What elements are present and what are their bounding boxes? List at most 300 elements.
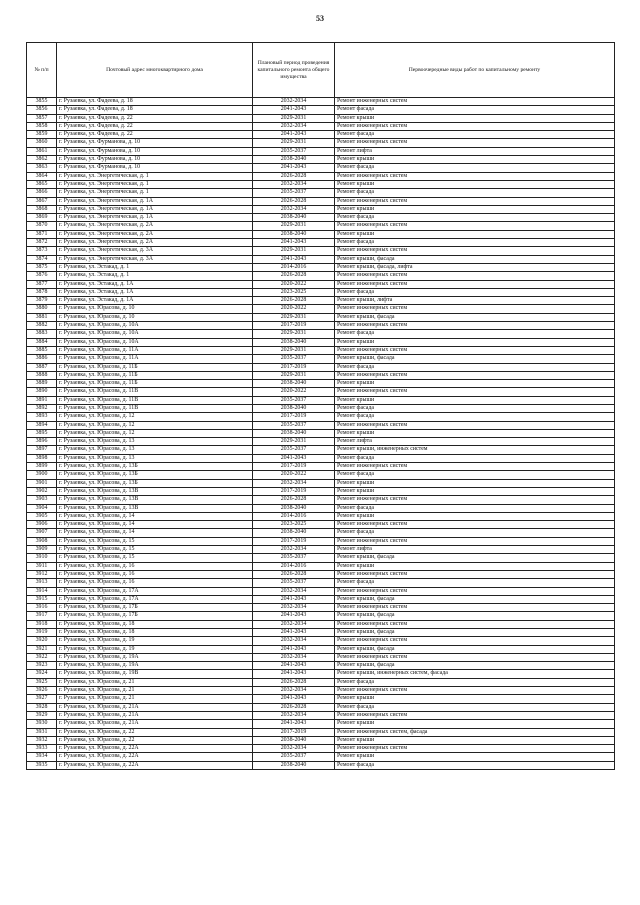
cell-address: г. Рузаевка, ул. Юрасова, д. 21А [57, 711, 253, 719]
cell-period: 2038-2040 [253, 529, 335, 537]
cell-period: 2032-2034 [253, 653, 335, 661]
table-row [27, 595, 615, 603]
cell-period: 2029-2031 [253, 222, 335, 230]
cell-period: 2017-2019 [253, 487, 335, 495]
cell-period: 2032-2034 [253, 637, 335, 645]
cell-number: 3901 [27, 479, 57, 487]
table-row [27, 122, 615, 130]
cell-number: 3927 [27, 695, 57, 703]
cell-address: г. Рузаевка, ул. Юрасова, д. 16 [57, 579, 253, 587]
cell-number: 3890 [27, 388, 57, 396]
cell-address: г. Рузаевка, ул. Юрасова, д. 21А [57, 703, 253, 711]
cell-number: 3909 [27, 546, 57, 554]
cell-address: г. Рузаевка, ул. Юрасова, д. 17А [57, 587, 253, 595]
cell-address: г. Рузаевка, ул. Юрасова, д. 21 [57, 687, 253, 695]
cell-number: 3926 [27, 687, 57, 695]
cell-number: 3906 [27, 521, 57, 529]
cell-address: г. Рузаевка, ул. Энергетическая, д. 3А [57, 247, 253, 255]
cell-address: г. Рузаевка, ул. Юрасова, д. 14 [57, 521, 253, 529]
cell-number: 3860 [27, 139, 57, 147]
cell-number: 3917 [27, 612, 57, 620]
cell-period: 2026-2028 [253, 172, 335, 180]
cell-number: 3915 [27, 595, 57, 603]
cell-number: 3910 [27, 554, 57, 562]
cell-period: 2029-2031 [253, 346, 335, 354]
cell-period: 2035-2037 [253, 579, 335, 587]
cell-period: 2026-2028 [253, 570, 335, 578]
table-row [27, 421, 615, 429]
table-row [27, 239, 615, 247]
table-row [27, 703, 615, 711]
table-row [27, 355, 615, 363]
cell-period: 2032-2034 [253, 687, 335, 695]
cell-address: г. Рузаевка, ул. Эстакад, д. 1А [57, 288, 253, 296]
cell-period: 2038-2040 [253, 404, 335, 412]
table-row [27, 222, 615, 230]
cell-period: 2035-2037 [253, 355, 335, 363]
cell-period: 2035-2037 [253, 189, 335, 197]
cell-number: 3893 [27, 413, 57, 421]
table-body [27, 98, 615, 770]
cell-period: 2017-2019 [253, 463, 335, 471]
cell-number: 3932 [27, 736, 57, 744]
table-row [27, 363, 615, 371]
cell-period: 2038-2040 [253, 230, 335, 238]
table-row [27, 205, 615, 213]
cell-address: г. Рузаевка, ул. Эстакад, д. 1А [57, 280, 253, 288]
cell-address: г. Рузаевка, ул. Фадеева, д. 22 [57, 131, 253, 139]
cell-period: 2041-2043 [253, 106, 335, 114]
cell-period: 2020-2022 [253, 280, 335, 288]
cell-period: 2038-2040 [253, 504, 335, 512]
cell-address: г. Рузаевка, ул. Энергетическая, д. 1А [57, 214, 253, 222]
cell-works: Ремонт фасада [335, 106, 615, 114]
cell-works: Ремонт фасада [335, 189, 615, 197]
cell-period: 2035-2037 [253, 446, 335, 454]
cell-period: 2038-2040 [253, 761, 335, 769]
cell-number: 3898 [27, 454, 57, 462]
cell-number: 3856 [27, 106, 57, 114]
cell-address: г. Рузаевка, ул. Юрасова, д. 22А [57, 745, 253, 753]
cell-works: Ремонт крыши [335, 156, 615, 164]
cell-period: 2017-2019 [253, 537, 335, 545]
cell-works: Ремонт крыши [335, 487, 615, 495]
cell-works: Ремонт инженерных систем [335, 570, 615, 578]
cell-number: 3912 [27, 570, 57, 578]
cell-number: 3924 [27, 670, 57, 678]
cell-period: 2014-2016 [253, 562, 335, 570]
cell-works: Ремонт инженерных систем [335, 280, 615, 288]
cell-works: Ремонт крыши [335, 562, 615, 570]
cell-works: Ремонт крыши, фасада [335, 255, 615, 263]
cell-address: г. Рузаевка, ул. Фадеева, д. 18 [57, 98, 253, 106]
cell-period: 2041-2043 [253, 164, 335, 172]
cell-address: г. Рузаевка, ул. Фурманова, д. 10 [57, 156, 253, 164]
cell-works: Ремонт фасада [335, 131, 615, 139]
table-row [27, 156, 615, 164]
cell-works: Ремонт крыши [335, 380, 615, 388]
cell-works: Ремонт крыши, инженерных систем, фасада [335, 670, 615, 678]
cell-period: 2023-2025 [253, 288, 335, 296]
cell-address: г. Рузаевка, ул. Фадеева, д. 22 [57, 122, 253, 130]
cell-number: 3886 [27, 355, 57, 363]
table-row [27, 761, 615, 769]
table-row [27, 114, 615, 122]
cell-address: г. Рузаевка, ул. Юрасова, д. 14 [57, 512, 253, 520]
cell-number: 3866 [27, 189, 57, 197]
table-row [27, 263, 615, 271]
cell-address: г. Рузаевка, ул. Юрасова, д. 12 [57, 429, 253, 437]
cell-period: 2020-2022 [253, 305, 335, 313]
cell-period: 2035-2037 [253, 554, 335, 562]
cell-address: г. Рузаевка, ул. Юрасова, д. 21 [57, 695, 253, 703]
cell-number: 3896 [27, 438, 57, 446]
cell-address: г. Рузаевка, ул. Юрасова, д. 18 [57, 629, 253, 637]
cell-period: 2038-2040 [253, 156, 335, 164]
table-row [27, 678, 615, 686]
cell-address: г. Рузаевка, ул. Юрасова, д. 10А [57, 330, 253, 338]
table-row [27, 620, 615, 628]
cell-number: 3914 [27, 587, 57, 595]
table-row [27, 380, 615, 388]
cell-number: 3888 [27, 371, 57, 379]
cell-address: г. Рузаевка, ул. Энергетическая, д. 1 [57, 172, 253, 180]
cell-number: 3882 [27, 322, 57, 330]
cell-period: 2029-2031 [253, 330, 335, 338]
cell-works: Ремонт инженерных систем [335, 604, 615, 612]
cell-works: Ремонт инженерных систем [335, 122, 615, 130]
cell-address: г. Рузаевка, ул. Юрасова, д. 16 [57, 570, 253, 578]
cell-period: 2041-2043 [253, 595, 335, 603]
table-row [27, 546, 615, 554]
cell-number: 3894 [27, 421, 57, 429]
cell-number: 3871 [27, 230, 57, 238]
cell-number: 3908 [27, 537, 57, 545]
table-row [27, 280, 615, 288]
table-row [27, 438, 615, 446]
cell-works: Ремонт крыши, фасада, лифта [335, 263, 615, 271]
cell-address: г. Рузаевка, ул. Фадеева, д. 18 [57, 106, 253, 114]
table-row [27, 255, 615, 263]
cell-number: 3878 [27, 288, 57, 296]
cell-works: Ремонт крыши [335, 720, 615, 728]
cell-address: г. Рузаевка, ул. Юрасова, д. 11Б [57, 363, 253, 371]
cell-address: г. Рузаевка, ул. Фурманова, д. 10 [57, 164, 253, 172]
cell-address: г. Рузаевка, ул. Юрасова, д. 15 [57, 546, 253, 554]
cell-period: 2041-2043 [253, 670, 335, 678]
table-row [27, 446, 615, 454]
cell-address: г. Рузаевка, ул. Юрасова, д. 16 [57, 562, 253, 570]
table-row [27, 479, 615, 487]
cell-address: г. Рузаевка, ул. Эстакад, д. 1 [57, 263, 253, 271]
cell-works: Ремонт инженерных систем [335, 587, 615, 595]
cell-address: г. Рузаевка, ул. Юрасова, д. 10 [57, 305, 253, 313]
table-row [27, 388, 615, 396]
cell-period: 2026-2028 [253, 197, 335, 205]
cell-address: г. Рузаевка, ул. Юрасова, д. 11В [57, 396, 253, 404]
cell-number: 3921 [27, 645, 57, 653]
cell-address: г. Рузаевка, ул. Энергетическая, д. 1А [57, 197, 253, 205]
cell-address: г. Рузаевка, ул. Юрасова, д. 22 [57, 728, 253, 736]
cell-number: 3929 [27, 711, 57, 719]
cell-works: Ремонт лифта [335, 546, 615, 554]
table-row [27, 131, 615, 139]
cell-works: Ремонт инженерных систем [335, 139, 615, 147]
cell-address: г. Рузаевка, ул. Юрасова, д. 11А [57, 346, 253, 354]
table-row [27, 139, 615, 147]
cell-period: 2032-2034 [253, 745, 335, 753]
header-works: Первоочередные виды работ по капитальному ремонту [335, 43, 615, 98]
cell-address: г. Рузаевка, ул. Юрасова, д. 13В [57, 496, 253, 504]
cell-works: Ремонт фасада [335, 529, 615, 537]
cell-number: 3885 [27, 346, 57, 354]
cell-period: 2041-2043 [253, 239, 335, 247]
cell-number: 3891 [27, 396, 57, 404]
cell-number: 3880 [27, 305, 57, 313]
table-row [27, 612, 615, 620]
cell-address: г. Рузаевка, ул. Юрасова, д. 19 [57, 645, 253, 653]
cell-period: 2041-2043 [253, 645, 335, 653]
cell-period: 2026-2028 [253, 703, 335, 711]
table-row [27, 322, 615, 330]
cell-period: 2026-2028 [253, 678, 335, 686]
cell-address: г. Рузаевка, ул. Юрасова, д. 10А [57, 322, 253, 330]
cell-period: 2029-2031 [253, 313, 335, 321]
cell-works: Ремонт фасада [335, 214, 615, 222]
table-row [27, 147, 615, 155]
cell-number: 3864 [27, 172, 57, 180]
cell-number: 3922 [27, 653, 57, 661]
table-row [27, 579, 615, 587]
cell-works: Ремонт инженерных систем [335, 496, 615, 504]
table-row [27, 604, 615, 612]
cell-number: 3925 [27, 678, 57, 686]
cell-address: г. Рузаевка, ул. Эстакад, д. 1 [57, 272, 253, 280]
cell-address: г. Рузаевка, ул. Юрасова, д. 10 [57, 313, 253, 321]
cell-works: Ремонт инженерных систем [335, 620, 615, 628]
table-row [27, 172, 615, 180]
cell-number: 3874 [27, 255, 57, 263]
cell-works: Ремонт инженерных систем [335, 322, 615, 330]
page-number: 53 [316, 14, 324, 23]
cell-period: 2026-2028 [253, 272, 335, 280]
cell-works: Ремонт крыши [335, 114, 615, 122]
table-row [27, 521, 615, 529]
cell-address: г. Рузаевка, ул. Юрасова, д. 17Б [57, 604, 253, 612]
table-row [27, 728, 615, 736]
cell-works: Ремонт фасада [335, 504, 615, 512]
table-row [27, 463, 615, 471]
cell-works: Ремонт крыши, лифта [335, 297, 615, 305]
cell-period: 2032-2034 [253, 180, 335, 188]
table-row [27, 272, 615, 280]
table-row [27, 736, 615, 744]
table-row [27, 587, 615, 595]
cell-address: г. Рузаевка, ул. Юрасова, д. 13Б [57, 479, 253, 487]
cell-address: г. Рузаевка, ул. Юрасова, д. 22 [57, 736, 253, 744]
cell-works: Ремонт крыши, фасада [335, 554, 615, 562]
table-row [27, 197, 615, 205]
cell-works: Ремонт инженерных систем [335, 687, 615, 695]
cell-number: 3905 [27, 512, 57, 520]
cell-works: Ремонт фасада [335, 413, 615, 421]
cell-number: 3895 [27, 429, 57, 437]
cell-address: г. Рузаевка, ул. Юрасова, д. 22А [57, 761, 253, 769]
cell-works: Ремонт фасада [335, 363, 615, 371]
cell-address: г. Рузаевка, ул. Юрасова, д. 13 [57, 446, 253, 454]
cell-period: 2029-2031 [253, 438, 335, 446]
cell-number: 3858 [27, 122, 57, 130]
cell-address: г. Рузаевка, ул. Юрасова, д. 11А [57, 355, 253, 363]
cell-address: г. Рузаевка, ул. Юрасова, д. 18 [57, 620, 253, 628]
cell-period: 2038-2040 [253, 380, 335, 388]
cell-address: г. Рузаевка, ул. Энергетическая, д. 3А [57, 255, 253, 263]
table-row [27, 645, 615, 653]
cell-period: 2029-2031 [253, 139, 335, 147]
table-row [27, 346, 615, 354]
cell-address: г. Рузаевка, ул. Юрасова, д. 15 [57, 537, 253, 545]
table-row [27, 98, 615, 106]
cell-period: 2029-2031 [253, 114, 335, 122]
table-row [27, 711, 615, 719]
table-row [27, 471, 615, 479]
cell-period: 2038-2040 [253, 214, 335, 222]
cell-period: 2035-2037 [253, 421, 335, 429]
cell-number: 3923 [27, 662, 57, 670]
header-address: Почтовый адрес многоквартирного дома [57, 43, 253, 98]
cell-number: 3869 [27, 214, 57, 222]
table-row [27, 429, 615, 437]
cell-works: Ремонт инженерных систем [335, 272, 615, 280]
cell-works: Ремонт инженерных систем [335, 388, 615, 396]
cell-period: 2041-2043 [253, 612, 335, 620]
cell-number: 3904 [27, 504, 57, 512]
cell-number: 3930 [27, 720, 57, 728]
cell-works: Ремонт инженерных систем [335, 653, 615, 661]
cell-period: 2023-2025 [253, 521, 335, 529]
cell-number: 3865 [27, 180, 57, 188]
cell-address: г. Рузаевка, ул. Юрасова, д. 10А [57, 338, 253, 346]
table-row [27, 106, 615, 114]
cell-number: 3873 [27, 247, 57, 255]
cell-period: 2020-2022 [253, 388, 335, 396]
table-row [27, 330, 615, 338]
table-row [27, 454, 615, 462]
header-period: Плановый период проведения капитального ремонта общего имущества [253, 43, 335, 98]
table-row [27, 189, 615, 197]
cell-works: Ремонт лифта [335, 438, 615, 446]
cell-number: 3902 [27, 487, 57, 495]
table-row [27, 230, 615, 238]
table-row [27, 537, 615, 545]
cell-address: г. Рузаевка, ул. Энергетическая, д. 1 [57, 189, 253, 197]
cell-works: Ремонт фасада [335, 579, 615, 587]
cell-number: 3916 [27, 604, 57, 612]
cell-works: Ремонт крыши, фасада [335, 629, 615, 637]
cell-period: 2032-2034 [253, 122, 335, 130]
cell-period: 2035-2037 [253, 753, 335, 761]
cell-period: 2032-2034 [253, 711, 335, 719]
cell-works: Ремонт крыши [335, 479, 615, 487]
cell-number: 3855 [27, 98, 57, 106]
cell-works: Ремонт инженерных систем [335, 711, 615, 719]
cell-works: Ремонт инженерных систем [335, 521, 615, 529]
cell-number: 3931 [27, 728, 57, 736]
cell-address: г. Рузаевка, ул. Юрасова, д. 11Б [57, 380, 253, 388]
table-row [27, 637, 615, 645]
cell-works: Ремонт фасада [335, 239, 615, 247]
cell-period: 2032-2034 [253, 587, 335, 595]
table-row [27, 164, 615, 172]
cell-number: 3868 [27, 205, 57, 213]
table-row [27, 338, 615, 346]
table-row [27, 396, 615, 404]
cell-works: Ремонт инженерных систем [335, 247, 615, 255]
cell-number: 3919 [27, 629, 57, 637]
cell-works: Ремонт лифта [335, 147, 615, 155]
cell-period: 2038-2040 [253, 338, 335, 346]
cell-works: Ремонт инженерных систем [335, 463, 615, 471]
cell-works: Ремонт крыши [335, 512, 615, 520]
cell-works: Ремонт крыши [335, 338, 615, 346]
table-row [27, 305, 615, 313]
cell-number: 3862 [27, 156, 57, 164]
cell-works: Ремонт крыши [335, 230, 615, 238]
cell-period: 2041-2043 [253, 255, 335, 263]
cell-works: Ремонт крыши [335, 180, 615, 188]
cell-address: г. Рузаевка, ул. Фурманова, д. 10 [57, 139, 253, 147]
table-row [27, 313, 615, 321]
cell-works: Ремонт инженерных систем [335, 637, 615, 645]
cell-works: Ремонт фасада [335, 761, 615, 769]
cell-address: г. Рузаевка, ул. Юрасова, д. 15 [57, 554, 253, 562]
cell-period: 2017-2019 [253, 728, 335, 736]
cell-number: 3876 [27, 272, 57, 280]
cell-works: Ремонт крыши [335, 429, 615, 437]
cell-address: г. Рузаевка, ул. Фурманова, д. 10 [57, 147, 253, 155]
cell-address: г. Рузаевка, ул. Энергетическая, д. 1 [57, 180, 253, 188]
table-row [27, 745, 615, 753]
cell-works: Ремонт крыши [335, 736, 615, 744]
header-row [27, 43, 615, 98]
cell-address: г. Рузаевка, ул. Юрасова, д. 12 [57, 413, 253, 421]
cell-period: 2026-2028 [253, 496, 335, 504]
cell-works: Ремонт крыши [335, 205, 615, 213]
cell-period: 2026-2028 [253, 297, 335, 305]
cell-works: Ремонт фасада [335, 404, 615, 412]
cell-works: Ремонт инженерных систем [335, 197, 615, 205]
cell-number: 3867 [27, 197, 57, 205]
cell-address: г. Рузаевка, ул. Юрасова, д. 11В [57, 404, 253, 412]
cell-number: 3857 [27, 114, 57, 122]
table-row [27, 662, 615, 670]
cell-address: г. Рузаевка, ул. Юрасова, д. 13Б [57, 471, 253, 479]
cell-works: Ремонт инженерных систем [335, 346, 615, 354]
cell-address: г. Рузаевка, ул. Юрасова, д. 13 [57, 438, 253, 446]
cell-address: г. Рузаевка, ул. Юрасова, д. 21А [57, 720, 253, 728]
cell-number: 3870 [27, 222, 57, 230]
cell-address: г. Рузаевка, ул. Юрасова, д. 14 [57, 529, 253, 537]
cell-number: 3911 [27, 562, 57, 570]
cell-address: г. Рузаевка, ул. Юрасова, д. 13Б [57, 463, 253, 471]
cell-period: 2017-2019 [253, 322, 335, 330]
cell-address: г. Рузаевка, ул. Юрасова, д. 17А [57, 595, 253, 603]
cell-number: 3861 [27, 147, 57, 155]
cell-period: 2014-2016 [253, 263, 335, 271]
cell-number: 3928 [27, 703, 57, 711]
table-row [27, 247, 615, 255]
cell-works: Ремонт крыши, инженерных систем [335, 446, 615, 454]
